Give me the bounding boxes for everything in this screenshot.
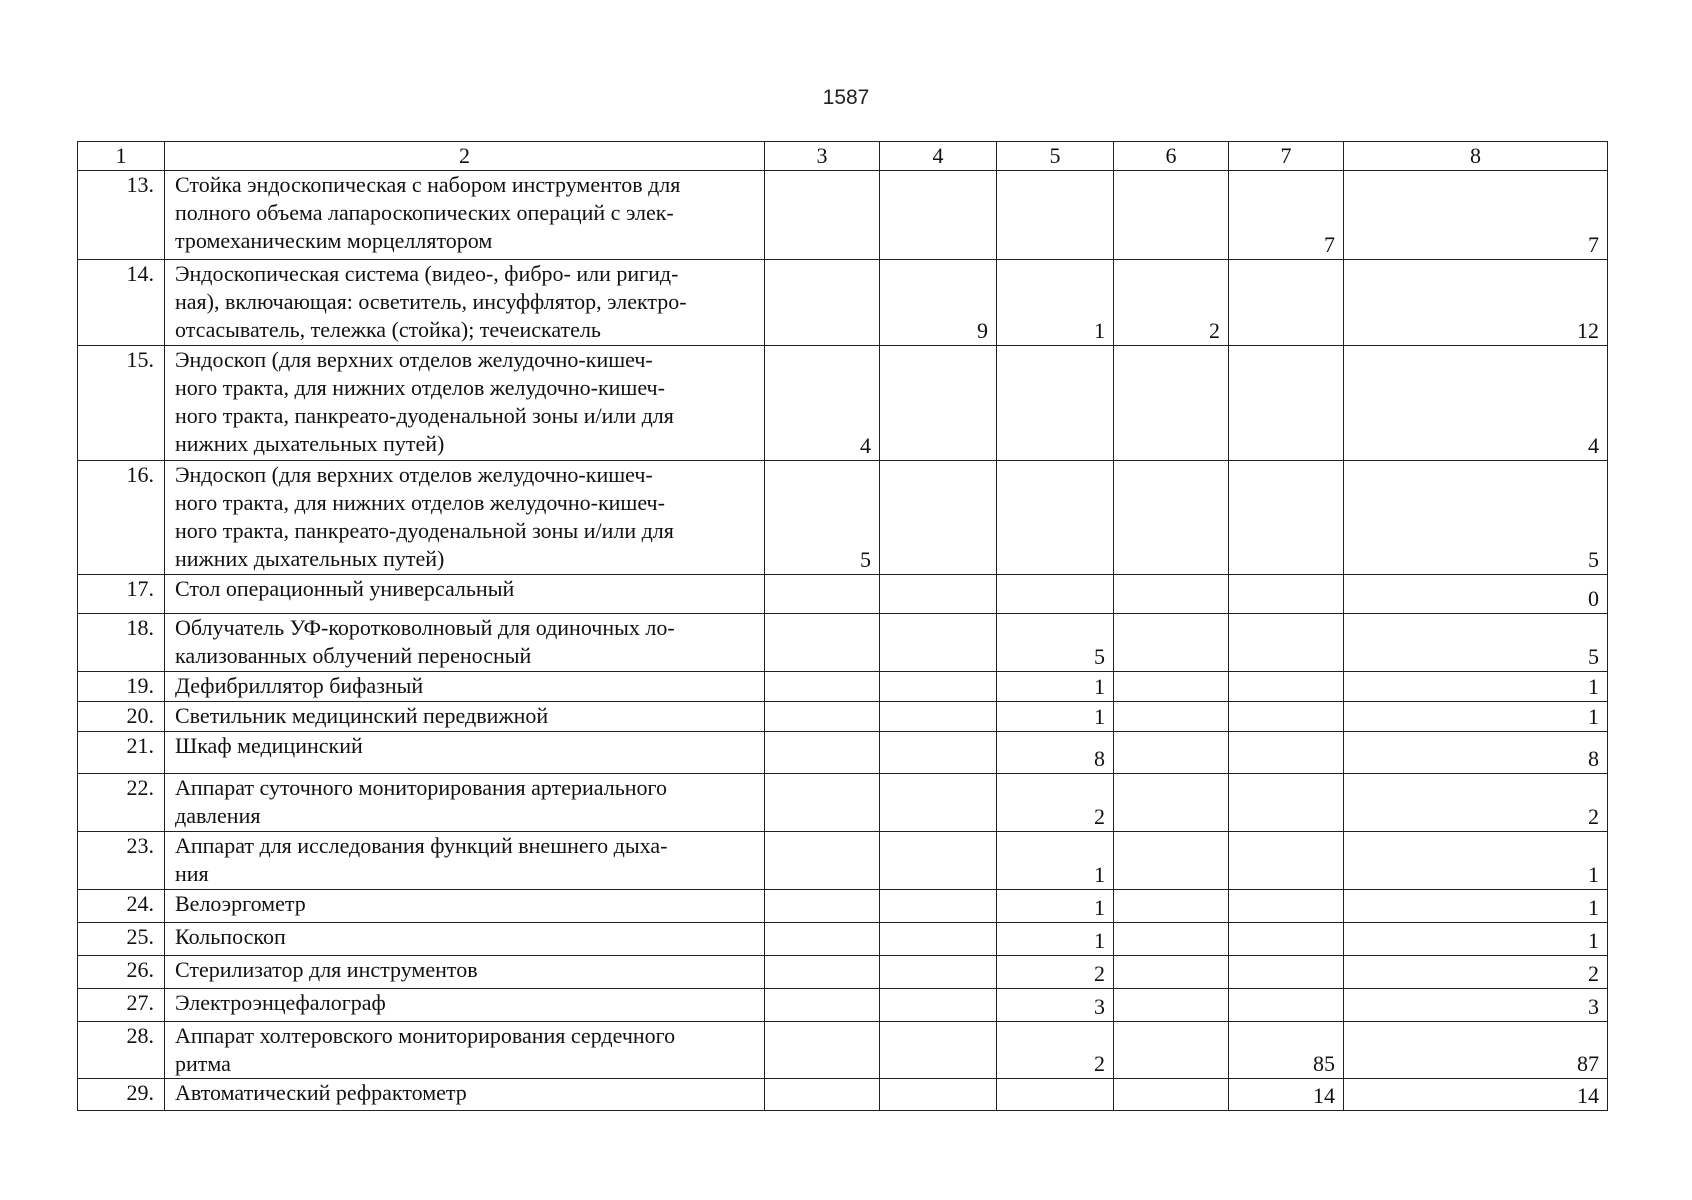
total-value: 14 bbox=[1344, 1079, 1608, 1111]
col4-value bbox=[880, 732, 997, 774]
col5-value bbox=[997, 575, 1114, 614]
table-row bbox=[78, 956, 1608, 989]
col5-value: 1 bbox=[997, 260, 1114, 346]
total-value: 2 bbox=[1344, 774, 1608, 832]
col4-value bbox=[880, 832, 997, 890]
equipment-name: Эндоскопическая система (видео-, фибро- или ригид- ная), включающая: осветитель, инсуффлятор, электро- отсасыватель, тележка (стойка); течеискатель bbox=[165, 260, 765, 346]
col4-value bbox=[880, 923, 997, 956]
table-row bbox=[78, 260, 1608, 346]
col4-value bbox=[880, 774, 997, 832]
col4-value bbox=[880, 672, 997, 702]
col7-value bbox=[1229, 575, 1344, 614]
equipment-name: Стол операционный универсальный bbox=[165, 575, 765, 614]
row-number: 27. bbox=[78, 989, 165, 1022]
row-number: 25. bbox=[78, 923, 165, 956]
col7-value bbox=[1229, 832, 1344, 890]
table-row bbox=[78, 832, 1608, 890]
equipment-name: Стойка эндоскопическая с набором инструментов для полного объема лапароскопических операций с элек- тромеханическим морцеллятором bbox=[165, 171, 765, 260]
col7-value: 14 bbox=[1229, 1079, 1344, 1111]
row-number: 23. bbox=[78, 832, 165, 890]
equipment-table bbox=[77, 141, 1608, 1111]
equipment-name: Автоматический рефрактометр bbox=[165, 1079, 765, 1111]
table-row bbox=[78, 575, 1608, 614]
col5-value: 1 bbox=[997, 890, 1114, 923]
col3-value bbox=[765, 614, 880, 672]
table-row bbox=[78, 171, 1608, 260]
total-value: 1 bbox=[1344, 832, 1608, 890]
header-cell: 3 bbox=[765, 142, 880, 171]
row-number: 19. bbox=[78, 672, 165, 702]
row-number: 18. bbox=[78, 614, 165, 672]
col3-value bbox=[765, 832, 880, 890]
col4-value bbox=[880, 1079, 997, 1111]
total-value: 5 bbox=[1344, 461, 1608, 575]
total-value: 1 bbox=[1344, 702, 1608, 732]
table-row bbox=[78, 346, 1608, 461]
total-value: 1 bbox=[1344, 923, 1608, 956]
table-body bbox=[78, 142, 1608, 1111]
col6-value bbox=[1114, 774, 1229, 832]
col5-value bbox=[997, 171, 1114, 260]
col5-value: 1 bbox=[997, 672, 1114, 702]
table-row bbox=[78, 672, 1608, 702]
col5-value: 1 bbox=[997, 702, 1114, 732]
equipment-name: Эндоскоп (для верхних отделов желудочно-кишеч- ного тракта, для нижних отделов желудочно-кишеч- ного тракта, панкреато-дуоденальной зоны и/или для нижних дыхательных путей) bbox=[165, 346, 765, 461]
col4-value bbox=[880, 1022, 997, 1079]
col7-value: 7 bbox=[1229, 171, 1344, 260]
col7-value bbox=[1229, 614, 1344, 672]
col4-value bbox=[880, 461, 997, 575]
col5-value: 3 bbox=[997, 989, 1114, 1022]
equipment-name: Эндоскоп (для верхних отделов желудочно-кишеч- ного тракта, для нижних отделов желудочно-кишеч- ного тракта, панкреато-дуоденальной зоны и/или для нижних дыхательных путей) bbox=[165, 461, 765, 575]
col7-value bbox=[1229, 672, 1344, 702]
total-value: 3 bbox=[1344, 989, 1608, 1022]
header-cell: 5 bbox=[997, 142, 1114, 171]
row-number: 13. bbox=[78, 171, 165, 260]
header-cell: 6 bbox=[1114, 142, 1229, 171]
col6-value bbox=[1114, 346, 1229, 461]
col6-value bbox=[1114, 1022, 1229, 1079]
equipment-name: Шкаф медицинский bbox=[165, 732, 765, 774]
equipment-name: Стерилизатор для инструментов bbox=[165, 956, 765, 989]
table-row bbox=[78, 702, 1608, 732]
col3-value bbox=[765, 672, 880, 702]
col4-value bbox=[880, 702, 997, 732]
table-row bbox=[78, 923, 1608, 956]
total-value: 4 bbox=[1344, 346, 1608, 461]
col7-value bbox=[1229, 732, 1344, 774]
total-value: 1 bbox=[1344, 672, 1608, 702]
row-number: 15. bbox=[78, 346, 165, 461]
col4-value bbox=[880, 989, 997, 1022]
col7-value: 85 bbox=[1229, 1022, 1344, 1079]
total-value: 2 bbox=[1344, 956, 1608, 989]
col5-value: 2 bbox=[997, 1022, 1114, 1079]
equipment-name: Облучатель УФ-коротковолновый для одиночных ло- кализованных облучений переносный bbox=[165, 614, 765, 672]
table-row bbox=[78, 732, 1608, 774]
col3-value bbox=[765, 890, 880, 923]
col5-value: 1 bbox=[997, 832, 1114, 890]
total-value: 1 bbox=[1344, 890, 1608, 923]
table-row bbox=[78, 614, 1608, 672]
equipment-name: Аппарат суточного мониторирования артериального давления bbox=[165, 774, 765, 832]
col5-value: 1 bbox=[997, 923, 1114, 956]
row-number: 24. bbox=[78, 890, 165, 923]
col7-value bbox=[1229, 461, 1344, 575]
table-row bbox=[78, 890, 1608, 923]
col3-value: 5 bbox=[765, 461, 880, 575]
row-number: 20. bbox=[78, 702, 165, 732]
total-value: 12 bbox=[1344, 260, 1608, 346]
col4-value bbox=[880, 575, 997, 614]
col6-value bbox=[1114, 923, 1229, 956]
col4-value: 9 bbox=[880, 260, 997, 346]
col3-value bbox=[765, 956, 880, 989]
col7-value bbox=[1229, 774, 1344, 832]
col5-value bbox=[997, 1079, 1114, 1111]
col5-value: 2 bbox=[997, 956, 1114, 989]
table-row bbox=[78, 989, 1608, 1022]
equipment-name: Аппарат для исследования функций внешнего дыха- ния bbox=[165, 832, 765, 890]
col4-value bbox=[880, 346, 997, 461]
total-value: 7 bbox=[1344, 171, 1608, 260]
header-cell: 8 bbox=[1344, 142, 1608, 171]
col7-value bbox=[1229, 702, 1344, 732]
col5-value: 5 bbox=[997, 614, 1114, 672]
total-value: 87 bbox=[1344, 1022, 1608, 1079]
table-row bbox=[78, 774, 1608, 832]
header-cell: 4 bbox=[880, 142, 997, 171]
col6-value bbox=[1114, 732, 1229, 774]
equipment-name: Светильник медицинский передвижной bbox=[165, 702, 765, 732]
col3-value bbox=[765, 732, 880, 774]
col7-value bbox=[1229, 346, 1344, 461]
col3-value bbox=[765, 702, 880, 732]
col7-value bbox=[1229, 890, 1344, 923]
col6-value bbox=[1114, 171, 1229, 260]
row-number: 16. bbox=[78, 461, 165, 575]
col5-value: 2 bbox=[997, 774, 1114, 832]
col4-value bbox=[880, 890, 997, 923]
table-header-row bbox=[78, 142, 1608, 171]
row-number: 28. bbox=[78, 1022, 165, 1079]
col4-value bbox=[880, 614, 997, 672]
col5-value: 8 bbox=[997, 732, 1114, 774]
col3-value bbox=[765, 774, 880, 832]
total-value: 0 bbox=[1344, 575, 1608, 614]
col6-value bbox=[1114, 672, 1229, 702]
equipment-name: Дефибриллятор бифазный bbox=[165, 672, 765, 702]
row-number: 22. bbox=[78, 774, 165, 832]
table-row bbox=[78, 1022, 1608, 1079]
col6-value bbox=[1114, 1079, 1229, 1111]
col3-value bbox=[765, 171, 880, 260]
equipment-name: Аппарат холтеровского мониторирования сердечного ритма bbox=[165, 1022, 765, 1079]
col3-value: 4 bbox=[765, 346, 880, 461]
table-row bbox=[78, 461, 1608, 575]
col6-value bbox=[1114, 956, 1229, 989]
col4-value bbox=[880, 956, 997, 989]
col6-value: 2 bbox=[1114, 260, 1229, 346]
row-number: 14. bbox=[78, 260, 165, 346]
row-number: 26. bbox=[78, 956, 165, 989]
col3-value bbox=[765, 260, 880, 346]
col5-value bbox=[997, 461, 1114, 575]
col4-value bbox=[880, 171, 997, 260]
col3-value bbox=[765, 1022, 880, 1079]
col6-value bbox=[1114, 575, 1229, 614]
col3-value bbox=[765, 1079, 880, 1111]
page-number: 1587 bbox=[822, 86, 870, 109]
col6-value bbox=[1114, 614, 1229, 672]
col5-value bbox=[997, 346, 1114, 461]
col7-value bbox=[1229, 923, 1344, 956]
table-row bbox=[78, 1079, 1608, 1111]
col3-value bbox=[765, 923, 880, 956]
total-value: 5 bbox=[1344, 614, 1608, 672]
header-cell: 2 bbox=[165, 142, 765, 171]
row-number: 17. bbox=[78, 575, 165, 614]
col7-value bbox=[1229, 260, 1344, 346]
header-cell: 7 bbox=[1229, 142, 1344, 171]
col6-value bbox=[1114, 702, 1229, 732]
col6-value bbox=[1114, 989, 1229, 1022]
equipment-name: Кольпоскоп bbox=[165, 923, 765, 956]
row-number: 21. bbox=[78, 732, 165, 774]
equipment-name: Электроэнцефалограф bbox=[165, 989, 765, 1022]
col7-value bbox=[1229, 989, 1344, 1022]
col6-value bbox=[1114, 832, 1229, 890]
total-value: 8 bbox=[1344, 732, 1608, 774]
col6-value bbox=[1114, 461, 1229, 575]
equipment-name: Велоэргометр bbox=[165, 890, 765, 923]
col3-value bbox=[765, 575, 880, 614]
header-cell: 1 bbox=[78, 142, 165, 171]
col7-value bbox=[1229, 956, 1344, 989]
row-number: 29. bbox=[78, 1079, 165, 1111]
col6-value bbox=[1114, 890, 1229, 923]
col3-value bbox=[765, 989, 880, 1022]
